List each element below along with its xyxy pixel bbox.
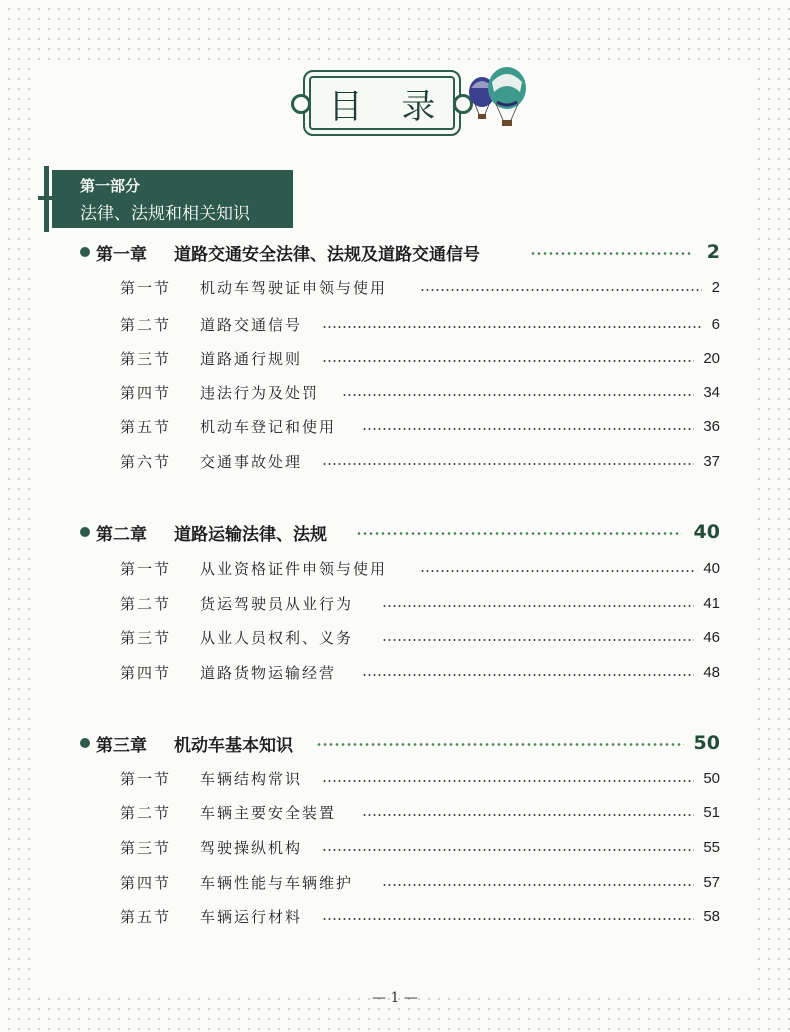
chapter-bullet-icon: [80, 247, 90, 257]
section-leader-dots: [362, 428, 694, 430]
section-number: 第四节: [120, 873, 172, 892]
chapter-title: 道路交通安全法律、法规及道路交通信号: [174, 244, 480, 265]
section-page: 6: [711, 315, 720, 333]
toc-section-row[interactable]: [0, 343, 790, 373]
section-leader-dots: [322, 463, 694, 465]
toc-section-row[interactable]: [0, 832, 790, 862]
section-leader-dots: [342, 394, 694, 396]
section-leader-dots: [382, 605, 694, 607]
section-title: 车辆结构常识: [200, 769, 303, 788]
section-page: 37: [703, 452, 720, 470]
chapter-bullet-icon: [80, 527, 90, 537]
section-number: 第三节: [120, 349, 172, 368]
section-leader-dots: [420, 570, 694, 572]
section-number: 第二节: [120, 803, 172, 822]
section-page: 51: [703, 803, 720, 821]
section-title: 交通事故处理: [200, 452, 303, 471]
section-leader-dots: [322, 849, 694, 851]
section-number: 第一节: [120, 559, 172, 578]
toc-chapter-row[interactable]: [0, 728, 790, 758]
hot-air-balloons-icon: [462, 66, 532, 132]
toc-section-row[interactable]: [0, 622, 790, 652]
toc-section-row[interactable]: [0, 867, 790, 897]
section-title: 货运驾驶员从业行为: [200, 594, 354, 613]
chapter-bullet-icon: [80, 738, 90, 748]
toc-section-row[interactable]: [0, 553, 790, 583]
section-number: 第四节: [120, 383, 172, 402]
toc-section-row[interactable]: [0, 446, 790, 476]
section-title: 道路通行规则: [200, 349, 303, 368]
section-title: 从业人员权利、义务: [200, 628, 354, 647]
section-number: 第四节: [120, 663, 172, 682]
section-number: 第五节: [120, 907, 172, 926]
toc-chapter-row[interactable]: [0, 237, 790, 267]
chapter-title: 机动车基本知识: [174, 735, 293, 756]
section-title: 车辆运行材料: [200, 907, 303, 926]
toc-title: 目 录: [328, 86, 450, 127]
section-page: 2: [711, 278, 720, 296]
section-leader-dots: [362, 674, 694, 676]
section-page: 58: [703, 907, 720, 925]
chapter-page: 2: [706, 241, 720, 263]
section-title: 违法行为及处罚: [200, 383, 320, 402]
toc-section-row[interactable]: [0, 377, 790, 407]
section-page: 48: [703, 663, 720, 681]
section-title: 驾驶操纵机构: [200, 838, 303, 857]
chapter-page: 40: [693, 521, 720, 543]
page-footer-number: — 1 —: [372, 990, 418, 1006]
section-number: 第三节: [120, 838, 172, 857]
section-title: 从业资格证件申领与使用: [200, 559, 388, 578]
section-leader-dots: [322, 780, 694, 782]
chapter-title: 道路运输法律、法规: [174, 524, 327, 545]
chapter-number: 第三章: [96, 735, 147, 756]
section-page: 41: [703, 594, 720, 612]
section-leader-dots: [322, 360, 694, 362]
toc-section-row[interactable]: [0, 901, 790, 931]
chapter-number: 第一章: [96, 244, 147, 265]
toc-section-row[interactable]: [0, 309, 790, 339]
section-page: 20: [703, 349, 720, 367]
toc-title-plate: [303, 70, 461, 136]
part-label: 第一部分: [80, 177, 141, 195]
chapter-leader-dots: [316, 743, 684, 746]
section-number: 第六节: [120, 452, 172, 471]
section-leader-dots: [420, 289, 702, 291]
toc-section-row[interactable]: [0, 588, 790, 618]
toc-section-row[interactable]: [0, 272, 790, 302]
section-title: 车辆主要安全装置: [200, 803, 337, 822]
section-leader-dots: [382, 884, 694, 886]
section-page: 46: [703, 628, 720, 646]
toc-section-row[interactable]: [0, 763, 790, 793]
section-number: 第五节: [120, 417, 172, 436]
chapter-leader-dots: [530, 252, 692, 255]
section-leader-dots: [362, 814, 694, 816]
part-name: 法律、法规和相关知识: [80, 204, 250, 224]
toc-section-row[interactable]: [0, 657, 790, 687]
section-title: 机动车驾驶证申领与使用: [200, 278, 388, 297]
section-title: 机动车登记和使用: [200, 417, 337, 436]
chapter-number: 第二章: [96, 524, 147, 545]
section-leader-dots: [322, 326, 702, 328]
section-number: 第三节: [120, 628, 172, 647]
section-number: 第一节: [120, 278, 172, 297]
toc-chapter-row[interactable]: [0, 517, 790, 547]
section-page: 34: [703, 383, 720, 401]
chapter-page: 50: [693, 732, 720, 754]
section-number: 第二节: [120, 594, 172, 613]
section-page: 57: [703, 873, 720, 891]
toc-section-row[interactable]: [0, 411, 790, 441]
toc-section-row[interactable]: [0, 797, 790, 827]
section-page: 36: [703, 417, 720, 435]
section-number: 第二节: [120, 315, 172, 334]
chapter-leader-dots: [356, 532, 682, 535]
section-title: 车辆性能与车辆维护: [200, 873, 354, 892]
section-page: 40: [703, 559, 720, 577]
section-leader-dots: [382, 639, 694, 641]
section-page: 50: [703, 769, 720, 787]
section-page: 55: [703, 838, 720, 856]
section-title: 道路交通信号: [200, 315, 303, 334]
section-leader-dots: [322, 918, 694, 920]
section-number: 第一节: [120, 769, 172, 788]
section-title: 道路货物运输经营: [200, 663, 337, 682]
